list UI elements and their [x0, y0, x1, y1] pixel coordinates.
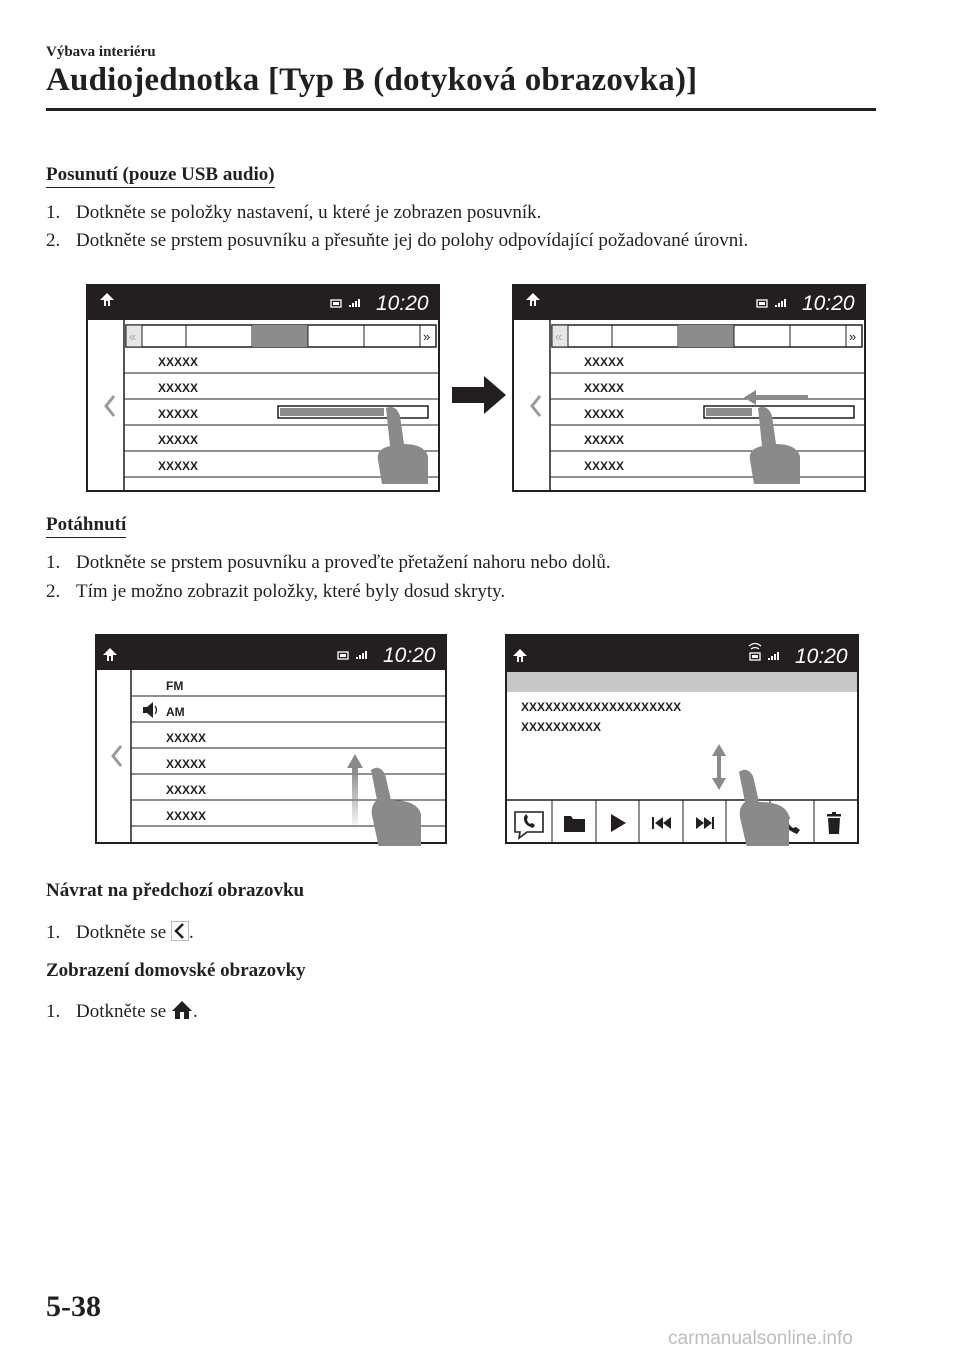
drag-step-1: 1. Dotkněte se prstem posuvníku a proveďte přetažení nahoru nebo dolů.: [46, 552, 611, 573]
svg-text:XXXXX: XXXXX: [584, 433, 625, 447]
svg-text:XXXXX: XXXXX: [158, 433, 199, 447]
clock: 10:20: [795, 645, 848, 668]
svg-text:XXXXX: XXXXX: [166, 783, 207, 797]
trash-icon[interactable]: [827, 812, 841, 834]
title-rule: [46, 108, 876, 111]
svg-text:XXXXX: XXXXX: [584, 355, 625, 369]
scroll-step-1: 1. Dotkněte se položky nastavení, u které je zobrazen posuvník.: [46, 202, 542, 223]
home-heading: Zobrazení domovské obrazovky: [46, 960, 306, 981]
svg-text:XXXXX: XXXXX: [158, 407, 199, 421]
section-label: Výbava interiéru: [46, 44, 156, 60]
clock: 10:20: [383, 644, 436, 667]
svg-text:XXXXX: XXXXX: [166, 731, 207, 745]
radio-list-screen: [95, 634, 449, 846]
watermark: carmanualsonline.info: [668, 1328, 853, 1349]
slider-fill: [706, 408, 752, 416]
svg-text:FM: FM: [166, 679, 184, 693]
svg-text:XXXXX: XXXXX: [158, 459, 199, 473]
page-title: Audiojednotka [Typ B (dotyková obrazovka)]: [46, 62, 698, 98]
drag-heading: Potáhnutí: [46, 514, 126, 538]
message-line-1: XXXXXXXXXXXXXXXXXXXX: [521, 700, 682, 714]
slider-screen-before: [86, 284, 442, 496]
svg-text:XXXXX: XXXXX: [166, 757, 207, 771]
svg-text:XXXXX: XXXXX: [584, 381, 625, 395]
svg-text:«: «: [555, 329, 563, 344]
clock: 10:20: [802, 292, 855, 315]
message-screen: [505, 634, 861, 846]
svg-text:«: «: [129, 329, 137, 344]
highlight-bar: [507, 672, 857, 692]
back-chevron-icon: [171, 921, 189, 941]
page-number: 5-38: [46, 1290, 101, 1323]
back-step: 1. Dotkněte se .: [46, 922, 194, 943]
svg-text:XXXXX: XXXXX: [158, 355, 199, 369]
clock: 10:20: [376, 292, 429, 315]
slider-fill: [280, 408, 384, 416]
svg-text:»: »: [849, 329, 857, 344]
svg-text:XXXXX: XXXXX: [584, 459, 625, 473]
home-step: 1. Dotkněte se .: [46, 1001, 198, 1022]
home-icon: [171, 1000, 193, 1020]
svg-text:XXXXX: XXXXX: [584, 407, 625, 421]
scroll-step-2: 2. Dotkněte se prstem posuvníku a přesuňte jej do polohy odpovídající požadované úrovni.: [46, 230, 749, 251]
svg-text:XXXXX: XXXXX: [166, 809, 207, 823]
back-heading: Návrat na předchozí obrazovku: [46, 880, 305, 901]
svg-text:»: »: [423, 329, 431, 344]
drag-step-2: 2. Tím je možno zobrazit položky, které byly dosud skryty.: [46, 581, 506, 602]
arrow-right-icon: [452, 374, 508, 416]
svg-text:XXXXX: XXXXX: [158, 381, 199, 395]
message-line-2: XXXXXXXXXX: [521, 720, 602, 734]
scroll-heading: Posunutí (pouze USB audio): [46, 164, 275, 188]
svg-text:AM: AM: [166, 705, 185, 719]
slider-screen-after: [512, 284, 868, 496]
